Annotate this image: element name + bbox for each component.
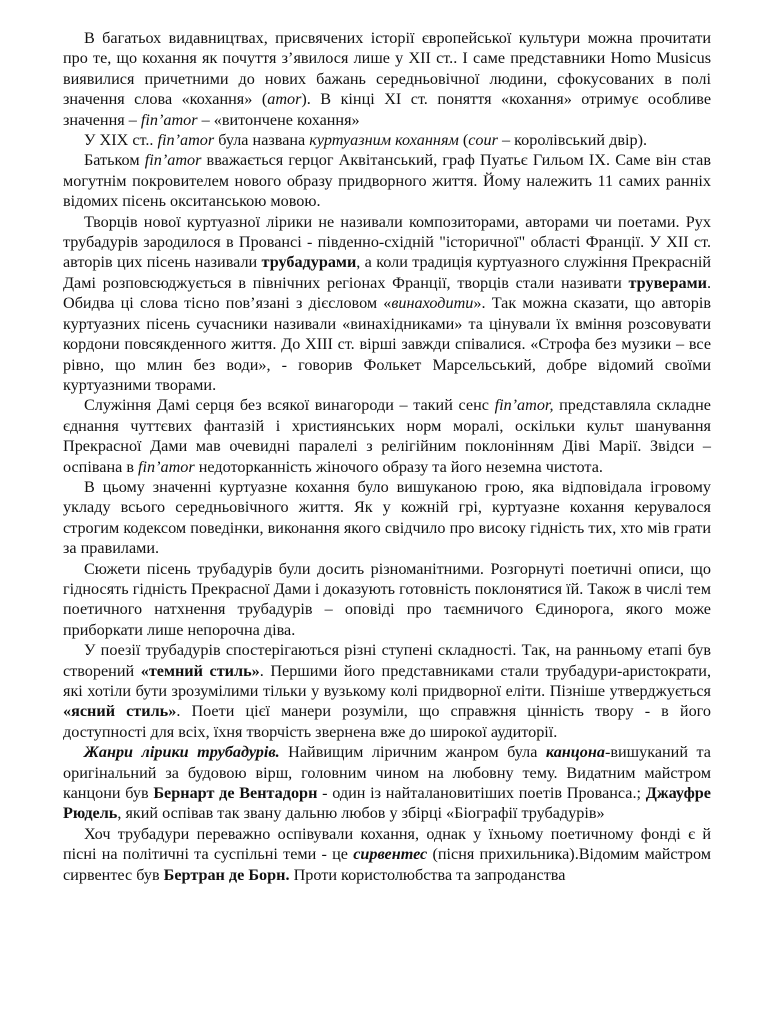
paragraph-5: Служіння Дамі серця без всякої винагороди – такий сенс fin’amor, представляла складне єднання чуттєвих фантазій і християнських норм моралі, оскільки культ шанування Прекрасної Дами мав очевидні паралелі з релігійним поклонінням Діві Марії. Звідси – оспівана в fin’amor недоторканність жіночого образу та його неземна чистота. [63, 396, 711, 476]
paragraph-6: В цьому значенні куртуазне кохання було вишуканою грою, яка відповідала ігровому укладу всього середньовічного життя. Як у кожній грі, куртуазне кохання керувалося строгим кодексом поведінки, виконання якого свідчило про високу гідність тих, хто мів грати за правилами. [63, 477, 711, 558]
paragraph-9: Жанри лірики трубадурів. Найвищим ліричним жанром була канцона-вишуканий та оригінальний за будовою вірш, головним чином на любовну тему. Видатним майстром канцони був Бернарт де Вентадорн - один із найталановитіших поетів Прованса.; Джауфре Рюдель, який оспівав так звану дальню любов у збірці «Біографії трубадурів» [63, 743, 711, 823]
paragraph-1: В багатьох видавництвах, присвячених історії європейської культури можна прочитати про те, що кохання як почуття з’явилося лише у XII ст.. І саме представники Homo Musicus виявилися причетними до нових бажань середньовічної людини, сфокусованих в полі значення слова «кохання» (amor). В кінці XI ст. поняття «кохання» отримує особливе значення – fin’amor – «витончене кохання» [63, 29, 711, 129]
paragraph-4: Творців нової куртуазної лірики не називали композиторами, авторами чи поетами. Рух трубадурів зародилося в Провансі - південно-східній "історичної" області Франції. У XII ст. авторів цих пісень називали трубадурами, а коли традиція куртуазного служіння Прекрасній Дамі розповсюджується в північних регіонах Франції, творців стали називати труверами. Обидва ці слова тісно пов’язані з дієсловом «винаходити». Так можна сказати, що авторів куртуазних пісень сучасники називали «винахідниками» та цінували їх вміння розсовувати кордони повсякденного життя. До XIII ст. вірші завжди співалися. «Строфа без музики – все рівно, що млин без води», - говорив Фолькет Марсельський, добре відомий своїми куртуазними творами. [63, 212, 711, 394]
paragraph-2: У XIX ст.. fin’amor була названа куртуазним коханням (cour – королівський двір). [84, 131, 648, 150]
paragraph-10: Хоч трубадури переважно оспівували кохання, однак у їхньому поетичному фонді є й пісні на політичні та суспільні теми - це сирвентес (пісня прихильника).Відомим майстром сирвентес був Бертран де Борн. Проти користолюбства та запроданства [63, 824, 712, 884]
paragraph-3: Батьком fin’amor вважається герцог Аквітанський, граф Пуатьє Гильом IX. Саме він став могутнім покровителем нового образу придворного життя. Йому належить 11 самих ранніх відомих пісень окситанською мовою. [63, 151, 712, 211]
paragraph-8: У поезії трубадурів спостерігаються різні ступені складності. Так, на ранньому етапі був створений «темний стиль». Першими його представниками стали трубадури-аристократи, які хотіли бути зрозумілими тільки у вузькому колі придворної еліти. Пізніше утверджується «ясний стиль». Поети цієї манери розуміли, що справжня цінність твору - в його доступності для всіх, їхня творчість звернена вже до широкої аудиторії. [63, 641, 712, 741]
paragraph-7: Сюжети пісень трубадурів були досить різноманітними. Розгорнуті поетичні описи, що гідносять гідність Прекрасної Дами і доказують готовність поклонятися їй. Також в числі тем поетичного натхнення трубадурів – оповіді про таємничого Єдинорога, якого може приборкати лише непорочна діва. [63, 559, 711, 639]
section-heading: Жанри лірики трубадурів. [84, 743, 280, 762]
